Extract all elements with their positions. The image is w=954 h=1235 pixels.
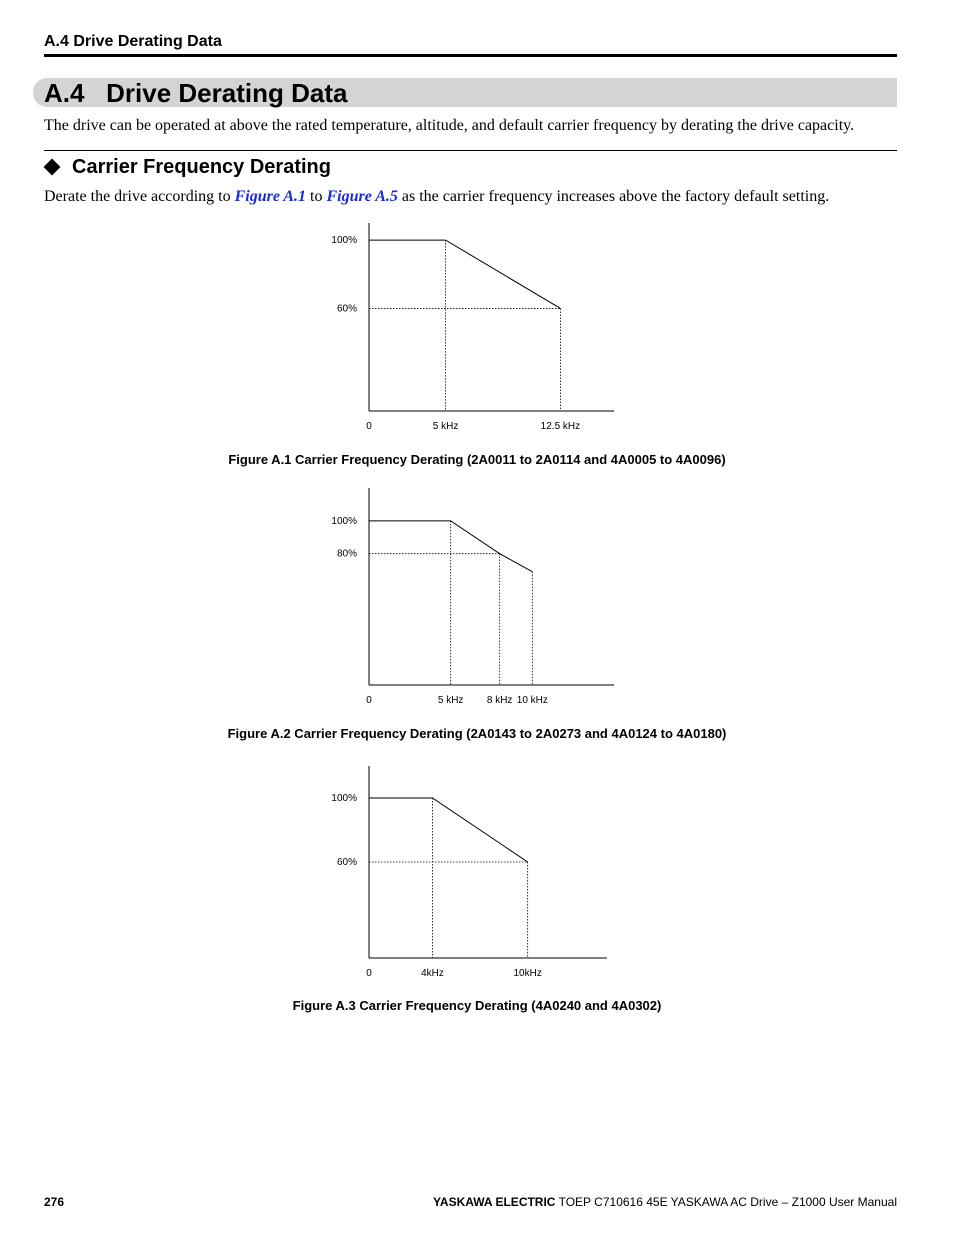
footer-brand: YASKAWA ELECTRIC bbox=[433, 1195, 556, 1209]
figure-a2-chart bbox=[0, 485, 954, 715]
y-tick-label: 80% bbox=[336, 548, 357, 560]
x-tick-label: 5 kHz bbox=[432, 421, 459, 432]
figure-a1-link[interactable]: Figure A.1 bbox=[234, 188, 306, 205]
running-head: A.4 Drive Derating Data bbox=[44, 33, 222, 50]
derating-curve bbox=[369, 798, 528, 862]
body-text-after: as the carrier frequency increases above the factory default setting. bbox=[397, 188, 830, 205]
y-tick-label: 100% bbox=[331, 515, 357, 527]
x-tick-label: 5 kHz bbox=[437, 695, 464, 706]
x-tick-label: 8 kHz bbox=[486, 695, 513, 706]
body-text-before: Derate the drive according to bbox=[44, 188, 235, 205]
x-tick-label: 10kHz bbox=[513, 968, 542, 979]
figure-a3-chart bbox=[0, 762, 954, 992]
body-text-middle: to bbox=[306, 188, 327, 205]
diamond-bullet-icon bbox=[44, 159, 61, 176]
x-tick-label: 0 bbox=[366, 968, 372, 979]
y-tick-label: 60% bbox=[336, 857, 357, 868]
figure-a5-link[interactable]: Figure A.5 bbox=[326, 188, 398, 205]
section-rule bbox=[44, 150, 897, 151]
figure-a2-caption: Figure A.2 Carrier Frequency Derating (2A0143 to 2A0273 and 4A0124 to 4A0180) bbox=[227, 726, 727, 741]
y-tick-label: 60% bbox=[336, 303, 357, 315]
x-tick-label: 12.5 kHz bbox=[540, 421, 581, 432]
derating-paragraph bbox=[44, 187, 829, 207]
subsection-title: Carrier Frequency Derating bbox=[72, 155, 331, 178]
subsection-heading bbox=[44, 154, 331, 180]
derating-curve bbox=[369, 240, 560, 308]
figure-a1-chart bbox=[0, 215, 954, 445]
y-tick-label: 100% bbox=[331, 235, 357, 247]
x-tick-label: 0 bbox=[366, 695, 372, 706]
header-rule bbox=[44, 54, 897, 57]
section-name: Drive Derating Data bbox=[106, 78, 348, 108]
footer-document-title bbox=[433, 1195, 897, 1209]
x-tick-label: 4kHz bbox=[421, 968, 444, 979]
page-number: 276 bbox=[44, 1195, 65, 1209]
section-title bbox=[44, 77, 347, 109]
section-number: A.4 bbox=[44, 78, 85, 108]
figure-a3-caption: Figure A.3 Carrier Frequency Derating (4A0240 and 4A0302) bbox=[292, 998, 662, 1013]
figure-a1-caption: Figure A.1 Carrier Frequency Derating (2A0011 to 2A0114 and 4A0005 to 4A0096) bbox=[228, 452, 726, 467]
footer-doc-text: TOEP C710616 45E YASKAWA AC Drive – Z1000 User Manual bbox=[555, 1195, 897, 1209]
x-tick-label: 0 bbox=[366, 421, 372, 432]
intro-paragraph: The drive can be operated at above the rated temperature, altitude, and default carrier frequency by derating the drive capacity. bbox=[44, 117, 855, 134]
y-tick-label: 100% bbox=[331, 793, 357, 804]
x-tick-label: 10 kHz bbox=[516, 695, 548, 706]
